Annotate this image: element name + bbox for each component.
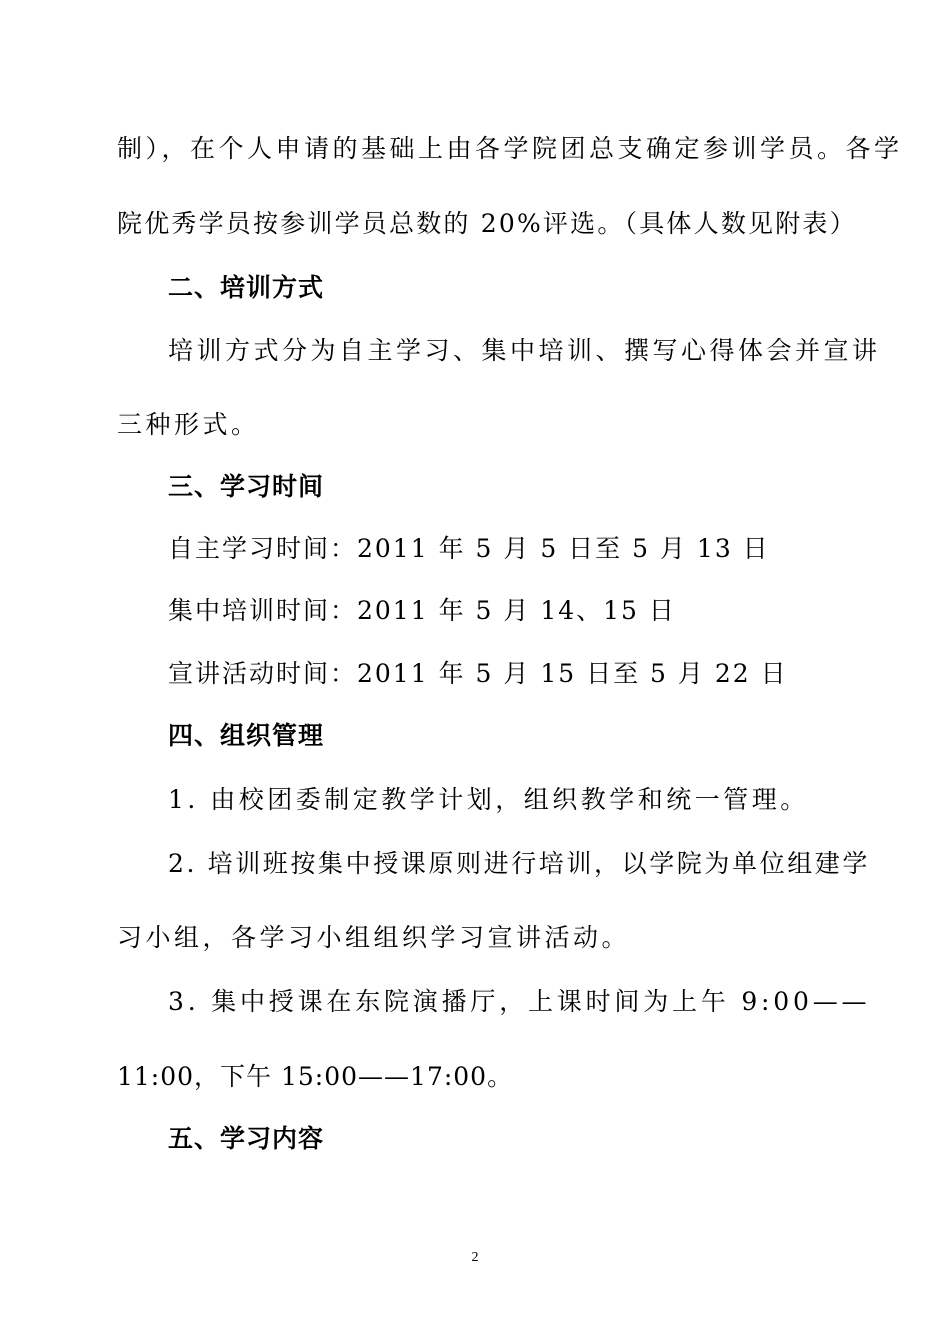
paragraph-line: 集中培训时间：2011 年 5 月 14、15 日 [168,596,676,625]
paragraph-line: 制），在个人申请的基础上由各学院团总支确定参训学员。各学 [117,134,903,163]
paragraph-line: 习小组，各学习小组组织学习宣讲活动。 [117,923,631,952]
paragraph-line: 三种形式。 [117,410,260,439]
paragraph-line: 1. 由校团委制定教学计划，组织教学和统一管理。 [168,785,809,814]
section-heading-study-content: 五、学习内容 [168,1124,325,1153]
paragraph-line: 2. 培训班按集中授课原则进行培训，以学院为单位组建学 [168,849,871,878]
paragraph-line: 3. 集中授课在东院演播厅，上课时间为上午 9:00—— [168,987,871,1016]
paragraph-line: 院优秀学员按参训学员总数的 20%评选。（具体人数见附表） [117,209,857,238]
paragraph-line: 宣讲活动时间：2011 年 5 月 15 日至 5 月 22 日 [168,659,788,688]
paragraph-line: 培训方式分为自主学习、集中培训、撰写心得体会并宣讲 [168,336,881,365]
section-heading-study-time: 三、学习时间 [168,472,325,501]
paragraph-line: 自主学习时间：2011 年 5 月 5 日至 5 月 13 日 [168,534,770,563]
paragraph-line: 11:00，下午 15:00——17:00。 [117,1062,514,1091]
section-heading-organization: 四、组织管理 [168,721,325,750]
section-heading-training-method: 二、培训方式 [168,273,325,302]
page-number: 2 [471,1250,479,1265]
